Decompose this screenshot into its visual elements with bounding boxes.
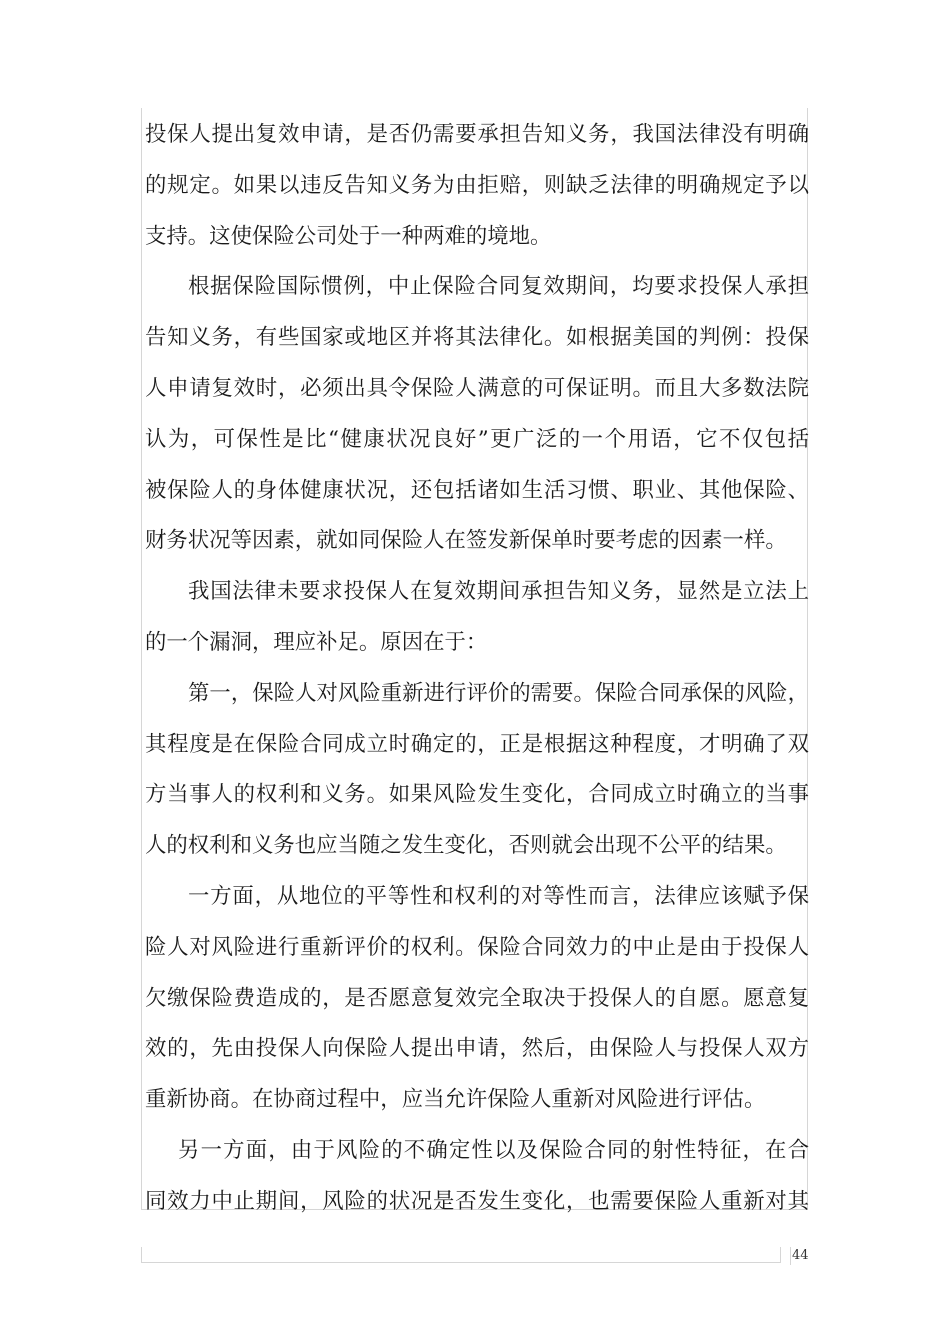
text-line: 第一，保险人对风险重新进行评价的需要。保险合同承保的风险， (188, 680, 809, 706)
text-line: 被保险人的身体健康状况，还包括诸如生活习惯、职业、其他保险、 (145, 477, 809, 503)
paragraph (145, 110, 809, 262)
text-line: 告知义务，有些国家或地区并将其法律化。如根据美国的判例：投保 (145, 325, 809, 351)
page-number: 44 (792, 1248, 809, 1263)
text-line: 另一方面，由于风险的不确定性以及保险合同的射性特征，在合 (178, 1137, 809, 1163)
text-line: 人申请复效时，必须出具令保险人满意的可保证明。而且大多数法院 (145, 375, 809, 401)
paragraph (145, 872, 809, 1126)
text-line: 投保人提出复效申请，是否仍需要承担告知义务，我国法律没有明确 (145, 122, 809, 147)
text-line: 重新协商。在协商过程中，应当允许保险人重新对风险进行评估。 (145, 1087, 766, 1113)
paragraph (145, 1126, 809, 1228)
text-line: 支持。这使保险公司处于一种两难的境地。 (145, 223, 552, 249)
text-line: 的规定。如果以违反告知义务为由拒赔，则缺乏法律的明确规定予以 (145, 172, 809, 198)
text-line: 人的权利和义务也应当随之发生变化，否则就会出现不公平的结果。 (145, 833, 787, 859)
footer-rule (141, 1247, 781, 1263)
text-line: 财务状况等因素，就如同保险人在签发新保单时要考虑的因素一样。 (145, 528, 787, 554)
text-line: 认为，可保性是比“健康状况良好”更广泛的一个用语，它不仅包括 (145, 426, 809, 452)
document-body (145, 110, 809, 1228)
text-line: 同效力中止期间，风险的状况是否发生变化，也需要保险人重新对其 (145, 1188, 809, 1214)
paragraph (145, 262, 809, 567)
paragraph (145, 567, 809, 669)
text-line: 效的，先由投保人向保险人提出申请，然后，由保险人与投保人双方 (145, 1036, 809, 1062)
text-line: 其程度是在保险合同成立时确定的，正是根据这种程度，才明确了双 (145, 731, 809, 757)
paragraph (145, 669, 809, 872)
text-line: 欠缴保险费造成的，是否愿意复效完全取决于投保人的自愿。愿意复 (145, 985, 809, 1011)
text-line: 险人对风险进行重新评价的权利。保险合同效力的中止是由于投保人 (145, 934, 809, 960)
text-line: 一方面，从地位的平等性和权利的对等性而言，法律应该赋予保 (188, 883, 809, 909)
text-line: 根据保险国际惯例，中止保险合同复效期间，均要求投保人承担 (188, 274, 809, 300)
text-line: 方当事人的权利和义务。如果风险发生变化，合同成立时确立的当事 (145, 782, 809, 808)
text-line: 的一个漏洞，理应补足。原因在于： (145, 629, 488, 655)
text-line: 我国法律未要求投保人在复效期间承担告知义务，显然是立法上 (188, 579, 809, 605)
